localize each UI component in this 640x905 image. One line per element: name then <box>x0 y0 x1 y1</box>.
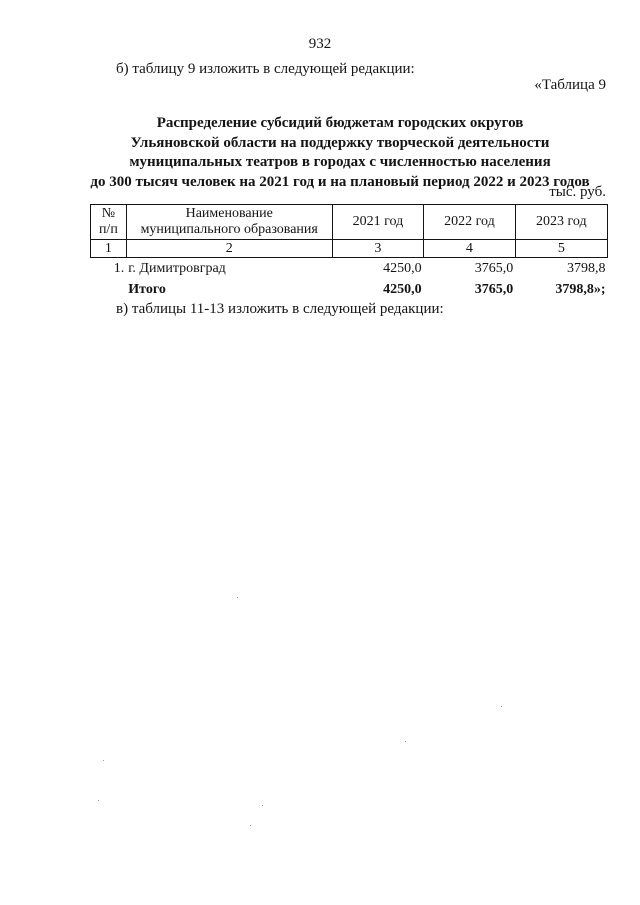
scan-speck <box>501 706 502 707</box>
header-2022: 2022 год <box>424 205 516 240</box>
scan-speck <box>250 825 251 826</box>
title-line: муниципальных театров в городах с численностью населения <box>129 154 551 170</box>
total-row <box>91 279 608 300</box>
scan-speck <box>405 741 406 742</box>
header-name: Наименование муниципального образования <box>126 205 332 240</box>
intro-text: б) таблицу 9 изложить в следующей редакции: <box>116 61 415 77</box>
row-num: 1. <box>113 260 125 276</box>
header-2023: 2023 год <box>515 205 607 240</box>
row-2021: 4250,0 <box>383 260 422 276</box>
total-2021: 4250,0 <box>383 281 422 297</box>
total-2022: 3765,0 <box>474 281 514 297</box>
row-name: г. Димитровград <box>128 260 226 276</box>
scan-speck <box>262 805 263 806</box>
unit-label: тыс. руб. <box>549 184 606 200</box>
column-number: 1 <box>91 240 127 258</box>
subsidy-table <box>90 204 608 300</box>
header-num: № п/п <box>91 205 127 240</box>
title-line: Ульяновской области на поддержку творческой деятельности <box>130 134 550 151</box>
scan-speck <box>237 597 238 598</box>
outro-text: в) таблицы 11-13 изложить в следующей редакции: <box>116 301 444 317</box>
title-line: Распределение субсидий бюджетам городских округов <box>156 115 524 131</box>
table-title <box>60 114 620 192</box>
total-label: Итого <box>128 281 166 297</box>
title-line: до 300 тысяч человек на 2021 год и на плановый период 2022 и 2023 годов <box>90 173 590 190</box>
total-2023: 3798,8»; <box>555 281 606 297</box>
scan-speck <box>103 760 104 761</box>
table-row <box>91 258 608 280</box>
column-number: 2 <box>126 240 332 258</box>
scan-speck <box>98 800 99 801</box>
header-2021: 2021 год <box>332 205 424 240</box>
page-number: 932 <box>308 36 332 52</box>
table-header-row <box>91 205 608 240</box>
table-reference: «Таблица 9 <box>534 77 606 93</box>
column-number-row <box>91 240 608 258</box>
column-number: 4 <box>424 240 516 258</box>
row-2022: 3765,0 <box>474 260 514 276</box>
column-number: 5 <box>515 240 607 258</box>
row-2023: 3798,8 <box>567 260 606 276</box>
column-number: 3 <box>332 240 424 258</box>
